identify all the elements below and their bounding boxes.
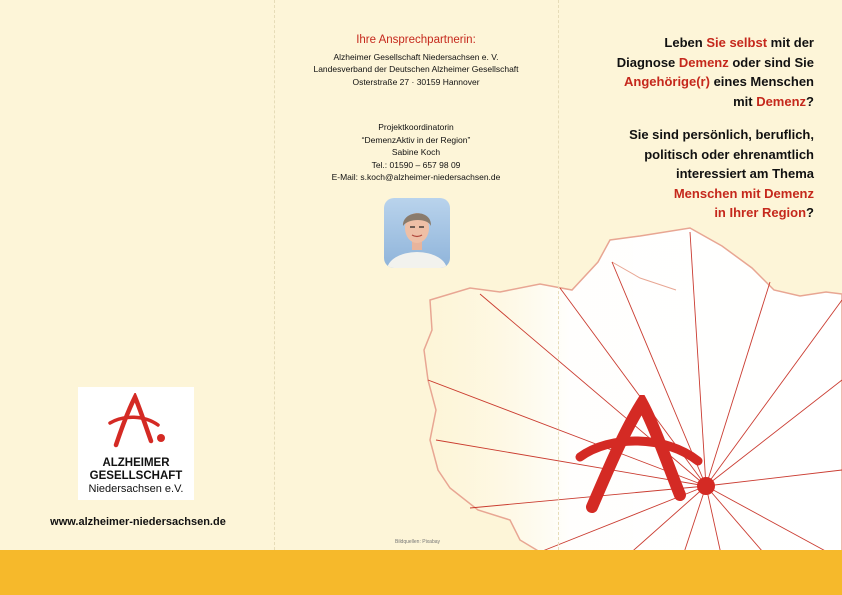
logo: [78, 387, 194, 500]
contact-person-block: [290, 121, 542, 184]
alzheimer-a-logo-icon: [104, 393, 168, 453]
image-credit: Bildquellen: Pixabay: [395, 539, 441, 545]
website-link[interactable]: www.alzheimer-niedersachsen.de: [50, 516, 226, 528]
headline-line-1: Leben Sie selbst mit der: [664, 35, 814, 50]
alzheimer-a-symbol-large: [570, 395, 720, 525]
fold-line-left: [274, 0, 275, 550]
headline-questions: [514, 33, 814, 223]
org-address: [290, 51, 542, 89]
org-association: Landesverband der Deutschen Alzheimer Gesellschaft: [313, 64, 519, 74]
logo-wordmark: [78, 457, 194, 496]
contact-role: Projektkoordinatorin: [378, 122, 454, 132]
logo-line-region: Niedersachsen e.V.: [88, 483, 184, 495]
headline-line-2: Diagnose Demenz oder sind Sie: [616, 54, 814, 70]
contact-phone[interactable]: Tel.: 01590 – 657 98 09: [371, 159, 461, 170]
org-street: Osterstraße 27 · 30159 Hannover: [352, 76, 480, 87]
logo-line-gesellschaft: GESELLSCHAFT: [89, 470, 183, 482]
headline-line-4: mit Demenz?: [733, 93, 814, 109]
headline-line-9: in Ihrer Region?: [714, 205, 814, 220]
contact-email[interactable]: E-Mail: s.koch@alzheimer-niedersachsen.de: [331, 172, 501, 182]
headline-line-3: Angehörige(r) eines Menschen: [624, 74, 814, 89]
logo-line-alzheimer: ALZHEIMER: [102, 457, 170, 469]
contact-photo: [384, 198, 450, 268]
headline-line-5: Sie sind persönlich, beruflich,: [629, 127, 814, 142]
headline-line-8: Menschen mit Demenz: [673, 185, 814, 201]
contact-project: “DemenzAktiv in der Region”: [361, 134, 471, 145]
headline-line-7: interessiert am Thema: [675, 166, 814, 181]
headline-line-6: politisch oder ehrenamtlich: [644, 146, 814, 162]
contact-heading: Ihre Ansprechpartnerin:: [356, 34, 476, 46]
bottom-color-band: [0, 550, 842, 595]
contact-name: Sabine Koch: [391, 147, 441, 157]
org-name: Alzheimer Gesellschaft Niedersachsen e. V.: [333, 51, 499, 62]
contact-panel: [290, 34, 542, 88]
